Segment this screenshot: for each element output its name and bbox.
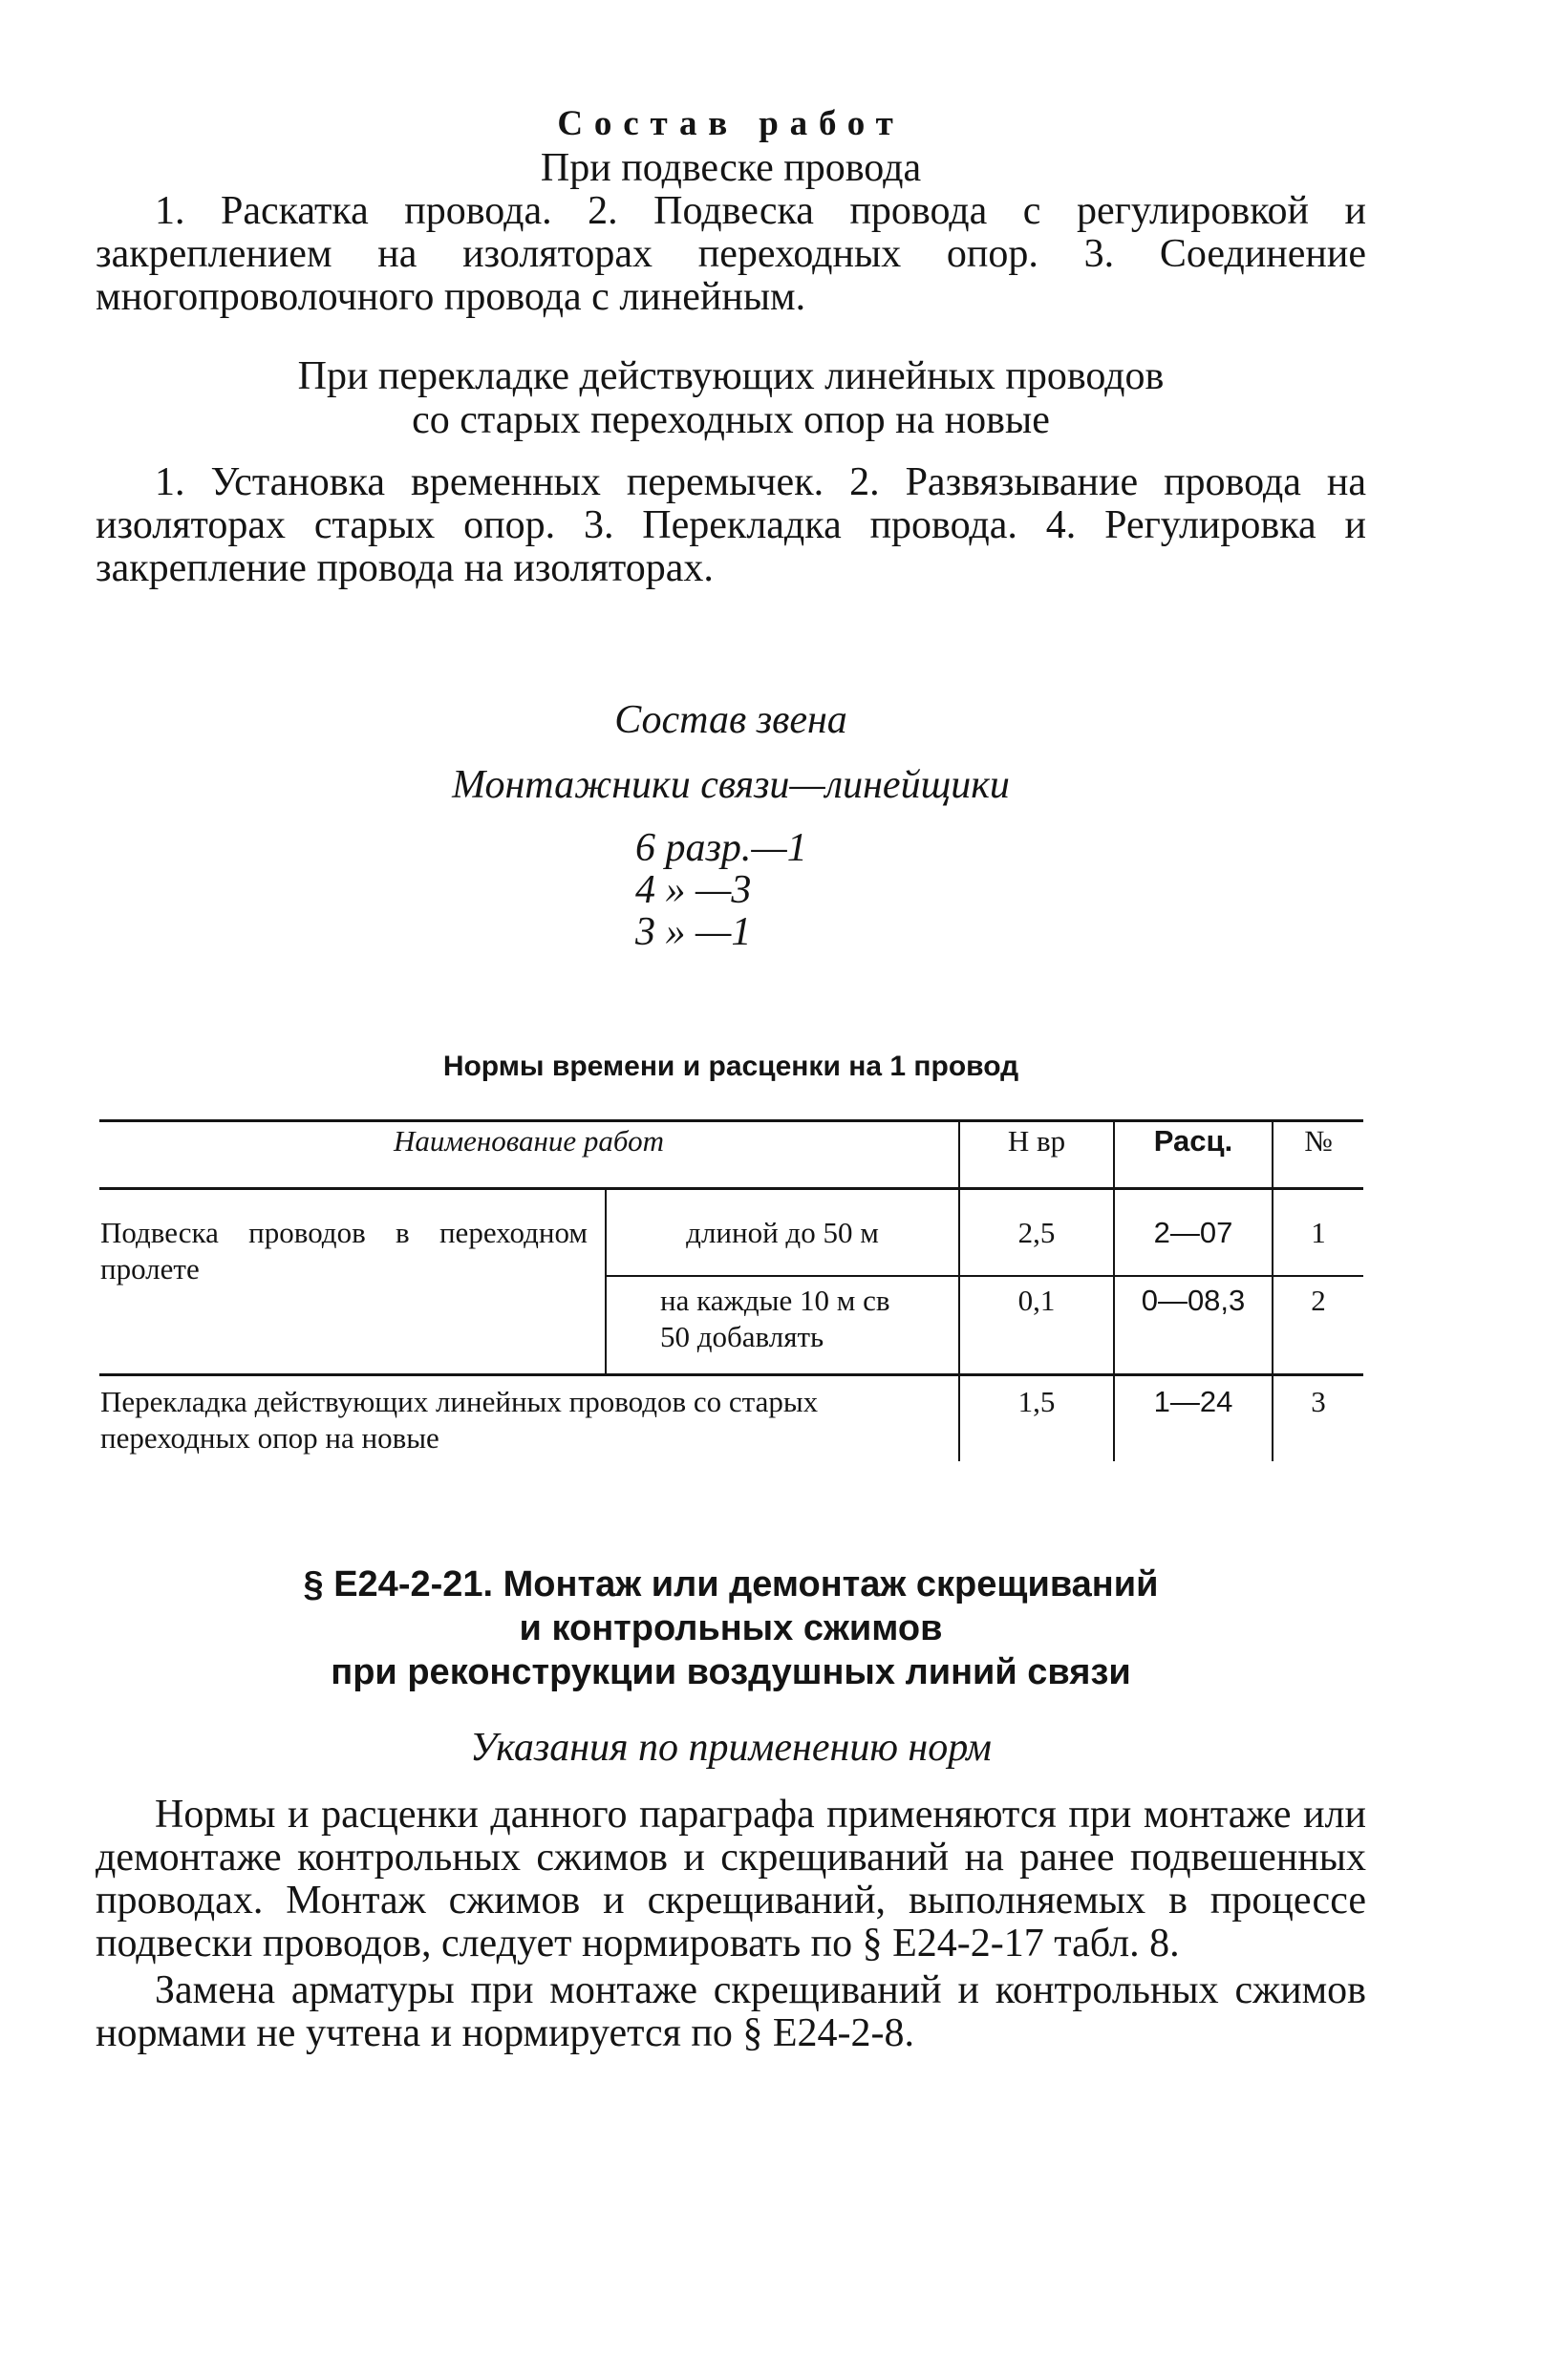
section-paragraph-1: Нормы и расценки данного параграфа применяются при монтаже или демонтаже контрольных сжимов и скрещиваний на ранее подвешенных проводах. Монтаж сжимов и скрещиваний, выполняемых в процессе подвески проводов, следует нормировать по § Е24-2-17 табл. 8. (96, 1793, 1366, 1966)
table-row (99, 1189, 1363, 1277)
row1-sub: длиной до 50 м (606, 1189, 959, 1277)
section-title-line2: и контрольных сжимов (519, 1608, 943, 1648)
crew-title: Монтажники связи—линейщики (452, 763, 1010, 807)
section-title-line1: § Е24-2-21. Монтаж или демонтаж скрещиваний (303, 1564, 1159, 1604)
row1-norm: 2,5 (959, 1189, 1114, 1277)
header-rate: Расц. (1114, 1121, 1273, 1189)
norms-table (99, 1119, 1363, 1461)
row2-norm: 0,1 (959, 1276, 1114, 1375)
norms-table-wrapper (99, 1119, 1363, 1461)
row2-rate: 0—08,3 (1114, 1276, 1273, 1375)
crew-row-6: 6 разр.—1 (635, 826, 807, 870)
suspension-steps: 1. Раскатка провода. 2. Подвеска провода с регулировкой и закреплением на изоляторах переходных опор. 3. Соединение многопроволочного провода с линейным. (96, 189, 1366, 319)
row3-rate: 1—24 (1114, 1375, 1273, 1462)
row3-label: Перекладка действующих линейных проводов со старых переходных опор на новые (99, 1375, 959, 1462)
header-number: № (1273, 1121, 1363, 1189)
section-paragraph-2: Замена арматуры при монтаже скрещиваний и контрольных сжимов нормами не учтена и нормируется по § Е24-2-8. (96, 1968, 1366, 2055)
row3-norm: 1,5 (959, 1375, 1114, 1462)
crew-list (635, 827, 1366, 953)
header-work-name: Наименование работ (99, 1121, 959, 1189)
row2-number: 2 (1273, 1276, 1363, 1375)
crew-row-4: 4 » —3 (635, 868, 752, 912)
suspension-subheading: При подвеске провода (540, 146, 922, 190)
row2-sub: на каждые 10 м св 50 добавлять (606, 1276, 959, 1375)
relaying-steps: 1. Установка временных перемычек. 2. Развязывание провода на изоляторах старых опор. 3. Перекладка провода. 4. Регулировка и закрепление провода на изоляторах. (96, 460, 1366, 590)
relaying-subheading-line1: При перекладке действующих линейных проводов (297, 354, 1165, 398)
header-norm: Н вр (959, 1121, 1114, 1189)
section-subtitle: Указания по применению норм (470, 1726, 992, 1770)
work-composition-heading: Состав работ (557, 104, 905, 143)
group-label-suspension: Подвеска проводов в переходном пролете (99, 1189, 606, 1375)
work-composition-block (96, 103, 1366, 590)
row1-number: 1 (1273, 1189, 1363, 1277)
crew-row-3: 3 » —1 (635, 910, 752, 954)
row1-rate: 2—07 (1114, 1189, 1273, 1277)
row3-number: 3 (1273, 1375, 1363, 1462)
table-caption: Нормы времени и расценки на 1 провод (442, 1051, 1019, 1082)
crew-heading: Состав звена (614, 698, 847, 742)
section-block (96, 1562, 1366, 2055)
relaying-subheading-line2: со старых переходных опор на новые (412, 398, 1050, 442)
table-row (99, 1375, 1363, 1462)
section-title-line3: при реконструкции воздушных линий связи (331, 1652, 1131, 1692)
crew-block (96, 695, 1366, 953)
